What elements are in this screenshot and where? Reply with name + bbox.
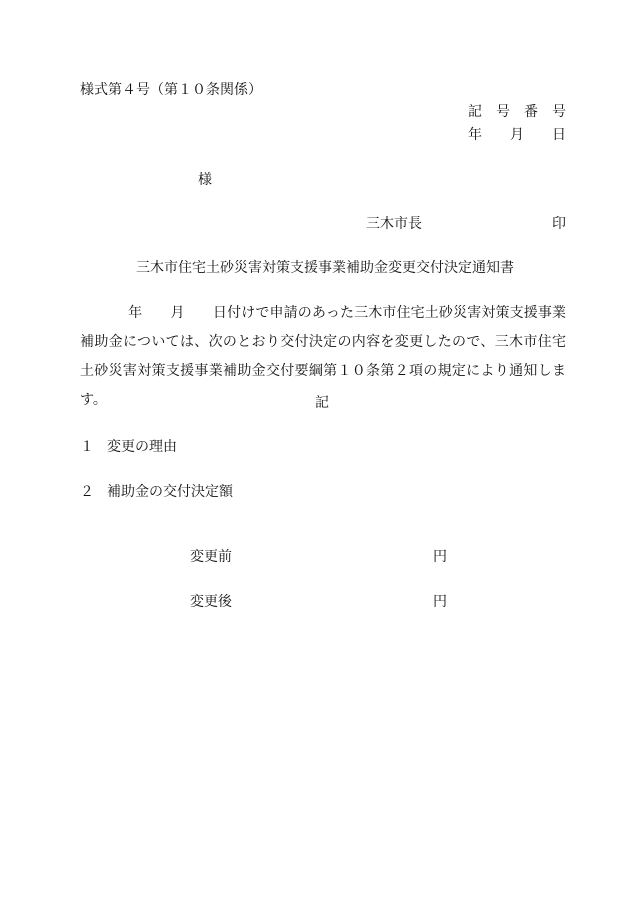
issuer-name: 三木市長 (366, 216, 422, 232)
document-title: 三木市住宅土砂災害対策支援事業補助金変更交付決定通知書 (136, 260, 514, 276)
amount-after-label: 変更後 (190, 594, 232, 610)
form-label: 様式第４号（第１０条関係） (80, 82, 262, 98)
document-number: 記 号 番 号 (468, 104, 566, 120)
item-1-number: １ (80, 439, 94, 455)
item-1-label: 変更の理由 (107, 439, 177, 455)
issue-date: 年 月 日 (468, 127, 566, 143)
body-text: 年 月 日付けで申請のあった三木市住宅土砂災害対策支援事業補助金については、次のとおり交付決定の内容を変更したので、三木市住宅土砂災害対策支援事業補助金交付要綱第１０条第２項の規定により通知します。 (80, 305, 566, 408)
amount-before-label: 変更前 (190, 549, 232, 565)
item-2-label: 補助金の交付決定額 (107, 484, 233, 500)
ki-heading: 記 (315, 395, 329, 411)
addressee-suffix: 様 (198, 172, 212, 188)
item-2-number: ２ (80, 484, 94, 500)
amount-after-unit: 円 (433, 594, 447, 610)
amount-before-unit: 円 (433, 549, 447, 565)
seal-mark: 印 (552, 216, 566, 232)
